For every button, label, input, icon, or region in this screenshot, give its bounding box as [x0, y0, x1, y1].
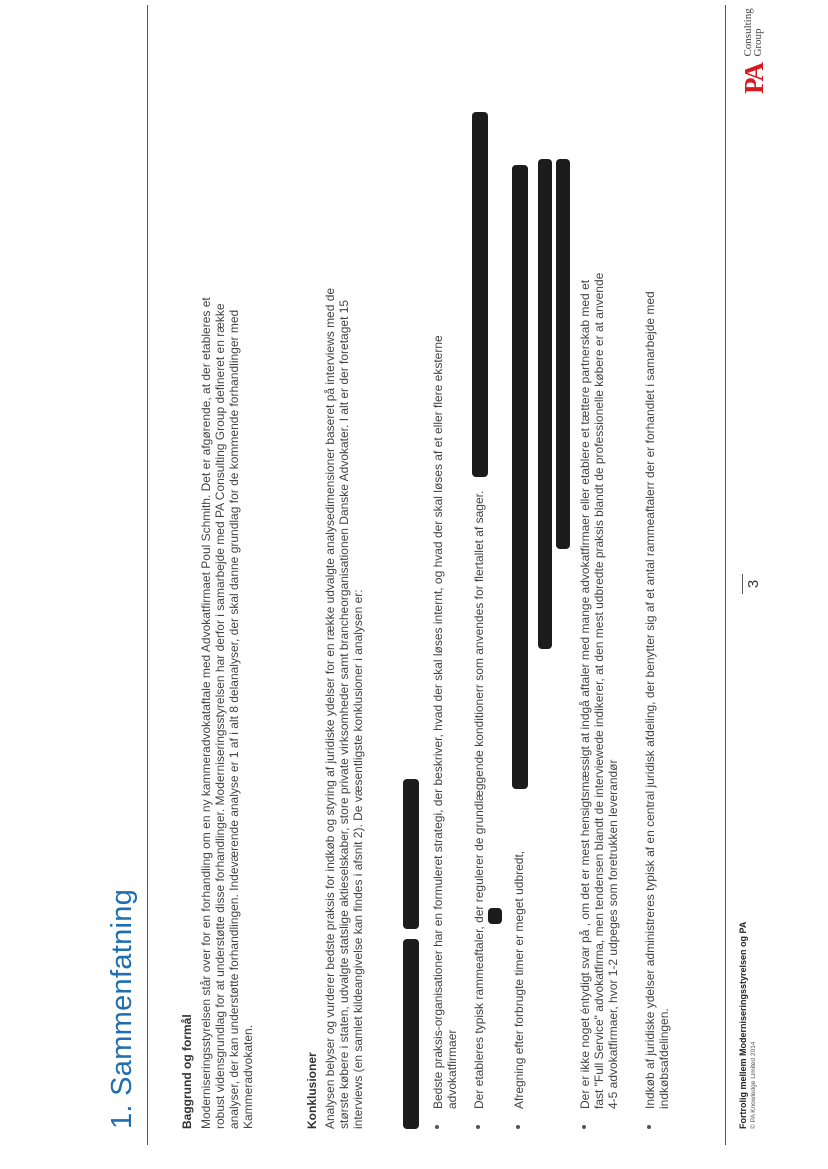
redaction-bar — [488, 908, 502, 924]
list-item-line: 4-5 advokatfirmaer, hvor 1-2 udpeges som foretrukken leverandør — [606, 759, 620, 1109]
footer-copyright: © PA Knowledge Limited 2014 — [750, 1041, 757, 1129]
list-item-line: indkøbsafdelingen. — [657, 1008, 671, 1109]
list-item-line: Bedste praksis-organisationer har en formuleret strategi, der beskriver, hvad der skal løses internt, og hvad der skal løses af et eller flere eksterne — [431, 335, 445, 1109]
footer — [738, 922, 757, 1129]
bullet-icon — [582, 1125, 586, 1129]
list-item — [472, 491, 486, 1109]
paragraph-line: interviews (en samlet kildeangivelse kan findes i afsnit 2). De væsentligste konklusioner i analysen er: — [351, 589, 365, 1129]
logo-mark: PA — [739, 64, 769, 94]
background-paragraph — [199, 297, 255, 1129]
paragraph-line: analyser, der kan understøtte forhandlingen. Indeværende analyse er 1 af i alt 8 delanalyser, der skal danne grundlag for de kommende forhandlinger med — [227, 309, 241, 1129]
section-heading-background: Baggrund og formål — [180, 1014, 194, 1129]
section-heading-conclusions: Konklusioner — [305, 1052, 319, 1129]
paragraph-line: Kammeradvokaten. — [241, 1024, 255, 1129]
redaction-bar — [538, 159, 552, 649]
list-item-line: Der er ikke noget éntydigt svar på , om det er mest hensigtsmæssigt at indgå aftaler med mange advokatfirmaer eller etablere et tættere partnerskab med et — [578, 279, 592, 1109]
list-item-line: fast "Full Service" advokatfirma, men tendensen blandt de interviewede indikerer, at den mest udbredte praksis blandt de professionelle købere er at anvende — [592, 272, 606, 1109]
list-item-line: advokatfirmaer — [445, 1029, 459, 1109]
bullet-icon — [476, 1125, 480, 1129]
redaction-bar — [403, 779, 419, 929]
logo-wordmark — [740, 8, 763, 56]
paragraph-line: Analysen belyser og vurderer bedste praksis for indkøb og styring af juridiske ydelser for en række udvalgte analysedimensioner baseret på interviews med de — [323, 287, 337, 1129]
logo-line: Consulting — [742, 8, 754, 57]
bullet-icon — [435, 1125, 439, 1129]
list-item-line: Der etableres typisk rammeaftaler, der regulerer de grundlæggende konditionerr som anvendes for flertallet af sager. — [472, 490, 486, 1109]
list-item — [512, 851, 526, 1109]
bullet-icon — [647, 1125, 651, 1129]
page-title: 1. Sammenfatning — [106, 888, 138, 1129]
footer-confidentiality: Fortrolig mellem Moderniseringsstyrelsen og PA — [738, 921, 748, 1129]
pa-consulting-logo — [740, 8, 768, 94]
bullet-icon — [516, 1125, 520, 1129]
paragraph-line: Moderniseringsstyrelsen står over for en forhandling om en ny kammeradvokataftale med Advokatfirmaet Poul Schmith. Det er afgørende, at der etableres et — [199, 297, 213, 1129]
redaction-bar — [556, 159, 570, 549]
list-item — [578, 273, 620, 1109]
list-item — [431, 335, 459, 1109]
footer-divider — [725, 5, 726, 1145]
redaction-bar — [403, 939, 419, 1129]
logo-line: Group — [752, 28, 764, 57]
page-number: 3 — [742, 574, 762, 594]
list-item-line: Indkøb af juridiske ydelser administreres typisk af en central juridisk afdeling, der benytter sig af et antal rammeaftalerr der er forhandlet i samarbejde med — [643, 291, 657, 1109]
title-divider — [147, 5, 148, 1145]
redaction-bar — [512, 165, 528, 789]
list-item — [643, 291, 671, 1109]
paragraph-line: største købere i staten, udvalgte statslige aktieselskaber, store private virksomheder samt brancheorganisationen Danske Advokater. I alt er der foretaget 15 — [337, 299, 351, 1129]
redaction-bar — [472, 112, 488, 477]
list-item-line: Afregning efter forbrugte timer er meget udbredt, — [512, 850, 526, 1109]
conclusions-paragraph — [323, 288, 365, 1129]
paragraph-line: robust vidensgrundlag for at understøtte disse forhandlinger. Moderniseringsstyrelsen har derfor i samarbejde med PA Consulting Group defineret en række — [213, 303, 227, 1129]
